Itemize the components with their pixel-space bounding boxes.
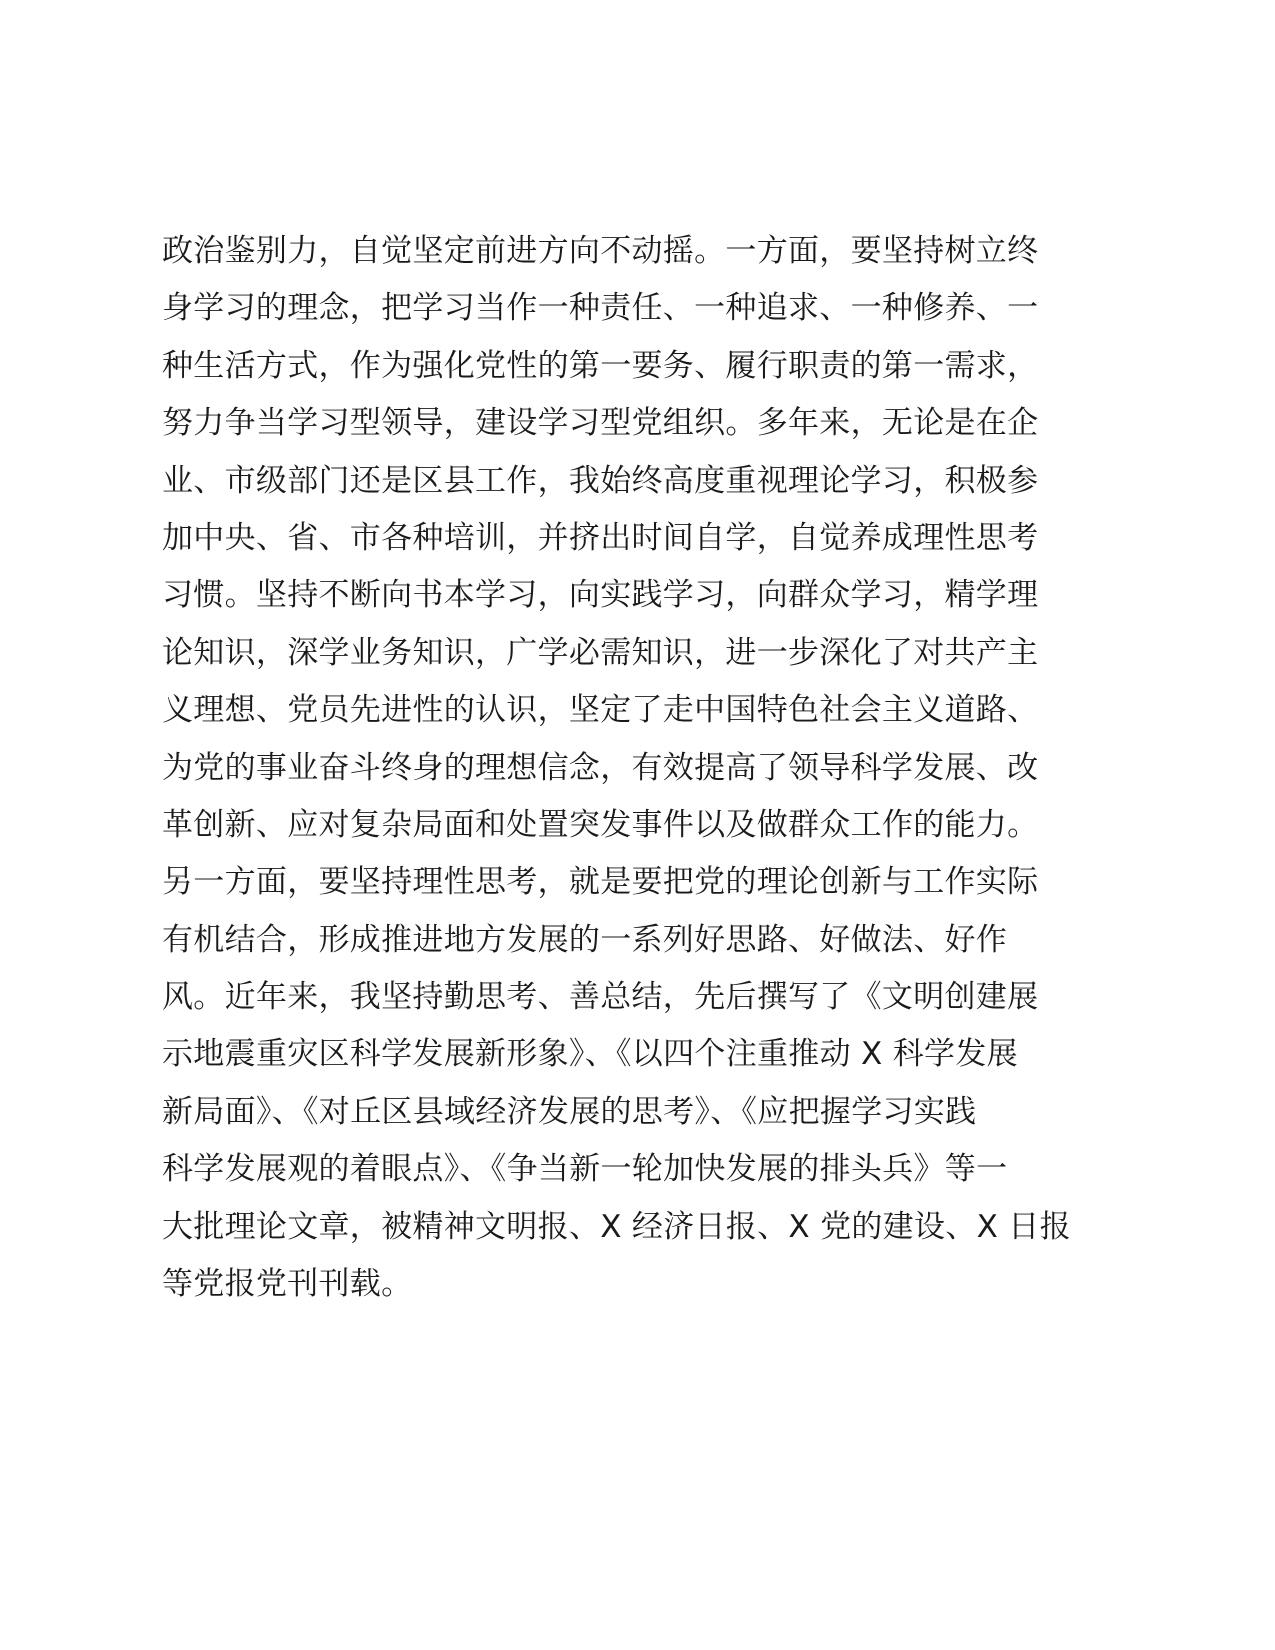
text-line: 革创新、应对复杂局面和处置突发事件以及做群众工作的能力。	[162, 806, 1039, 843]
body-paragraph	[162, 223, 1122, 1313]
text-line: 义理想、党员先进性的认识，坚定了走中国特色社会主义道路、	[162, 692, 1039, 729]
text-line: 大批理论文章，被精神文明报、X 经济日报、X 党的建设、X 日报	[162, 1208, 1071, 1245]
text-line: 等党报党刊刊载。	[162, 1266, 413, 1303]
text-line: 示地震重灾区科学发展新形象》、《以四个注重推动 X 科学发展	[162, 1036, 1018, 1073]
text-line: 业、市级部门还是区县工作，我始终高度重视理论学习，积极参	[162, 462, 1039, 499]
text-line: 政治鉴别力，自觉坚定前进方向不动摇。一方面，要坚持树立终	[162, 233, 1039, 269]
text-line: 努力争当学习型领导，建设学习型党组织。多年来，无论是在企	[162, 405, 1039, 442]
text-line: 加中央、省、市各种培训，并挤出时间自学，自觉养成理性思考	[162, 519, 1039, 556]
text-line: 科学发展观的着眼点》、《争当新一轮加快发展的排头兵》等一	[162, 1151, 1008, 1188]
text-line: 身学习的理念，把学习当作一种责任、一种追求、一种修养、一	[162, 290, 1039, 327]
text-line: 新局面》、《对丘区县域经济发展的思考》、《应把握学习实践	[162, 1093, 977, 1130]
text-line: 为党的事业奋斗终身的理想信念，有效提高了领导科学发展、改	[162, 749, 1039, 786]
text-line: 种生活方式，作为强化党性的第一要务、履行职责的第一需求，	[162, 347, 1039, 384]
text-line: 另一方面，要坚持理性思考，就是要把党的理论创新与工作实际	[162, 864, 1039, 901]
text-line: 有机结合，形成推进地方发展的一系列好思路、好做法、好作	[162, 921, 1008, 958]
text-line: 风。近年来，我坚持勤思考、善总结，先后撰写了《文明创建展	[162, 979, 1039, 1016]
text-line: 论知识，深学业务知识，广学必需知识，进一步深化了对共产主	[162, 634, 1039, 671]
text-line: 习惯。坚持不断向书本学习，向实践学习，向群众学习，精学理	[162, 577, 1039, 614]
